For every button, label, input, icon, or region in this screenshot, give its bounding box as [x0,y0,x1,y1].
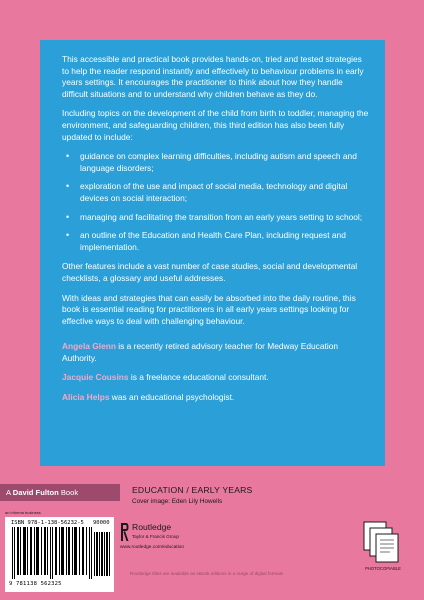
routledge-name: Routledge [132,522,172,532]
isbn-barcode [5,517,114,592]
author-description: is a freelance educational consultant. [128,372,269,383]
topic-bullet-list [62,151,369,253]
price-code: 90000 [93,520,110,526]
barcode-digits: 9 781138 562325 [9,581,62,587]
author-bio [62,372,369,384]
author-description: is a recently retired advisory teacher for Medway Education Authority. [62,341,339,363]
publisher-banner [0,484,120,501]
publisher-suffix: Book [58,488,79,497]
author-name: Jacquie Cousins [62,372,129,383]
ebook-availability-note: Routledge titles are available as eBook editions in a range of digital formats [130,571,284,576]
blurb-features: Other features include a vast number of case studies, social and developmental checklists, a glossary and useful addresses. [62,261,358,283]
author-bio [62,392,369,404]
bullet-item: • exploration of the use and impact of social media, technology and digital devices on social interaction; [62,181,369,204]
bullet-item: • an outline of the Education and Health Care Plan, including request and implementation. [62,230,369,253]
bullet-item: • managing and facilitating the transition from an early years setting to school; [62,212,369,224]
blurb-topics-lead: Including topics on the development of the child from birth to toddler, managing the environment, and safeguarding children, this third edition has also been fully updated to include: [62,108,369,142]
routledge-logo [120,520,240,560]
barcode-bars [11,527,93,579]
blurb-closing: With ideas and strategies that can easily be absorbed into the daily routine, this book is essential reading for practitioners in all early years settings looking for effective ways to deal with challenging behaviour. [62,292,356,326]
author-description: was an educational psychologist. [109,392,235,403]
back-cover-blurb-panel [40,40,385,466]
routledge-group: Taylor & Francis Group [132,534,179,539]
imprint-text: an informa business [5,510,41,515]
price-barcode-bars [94,532,110,576]
photocopiable-icon [360,520,406,564]
routledge-r-icon [120,522,129,542]
blurb-intro: This accessible and practical book provides hands-on, tried and tested strategies to help the reader respond instantly and effectively to behaviour problems in early years settings. It encourages the practitioner to think about how they handle difficult situations and to understand why children behave as they do. [62,54,364,99]
subject-category: EDUCATION / EARLY YEARS [132,485,253,495]
author-name: Alicia Helps [62,392,110,403]
routledge-url: www.routledge.com/education [120,545,184,550]
cover-image-credit: Cover image: Eden Lily Howells [132,498,223,505]
isbn-number: ISBN 978-1-138-56232-5 [11,520,84,526]
publisher-name: David Fulton [12,488,59,497]
author-name: Angela Glenn [62,341,116,352]
bullet-item: • guidance on complex learning difficulties, including autism and speech and language disorders; [62,151,369,174]
publisher-prefix: A [6,488,13,497]
photocopiable-label: PHOTOCOPIABLE [365,566,401,571]
author-bio [62,341,369,364]
